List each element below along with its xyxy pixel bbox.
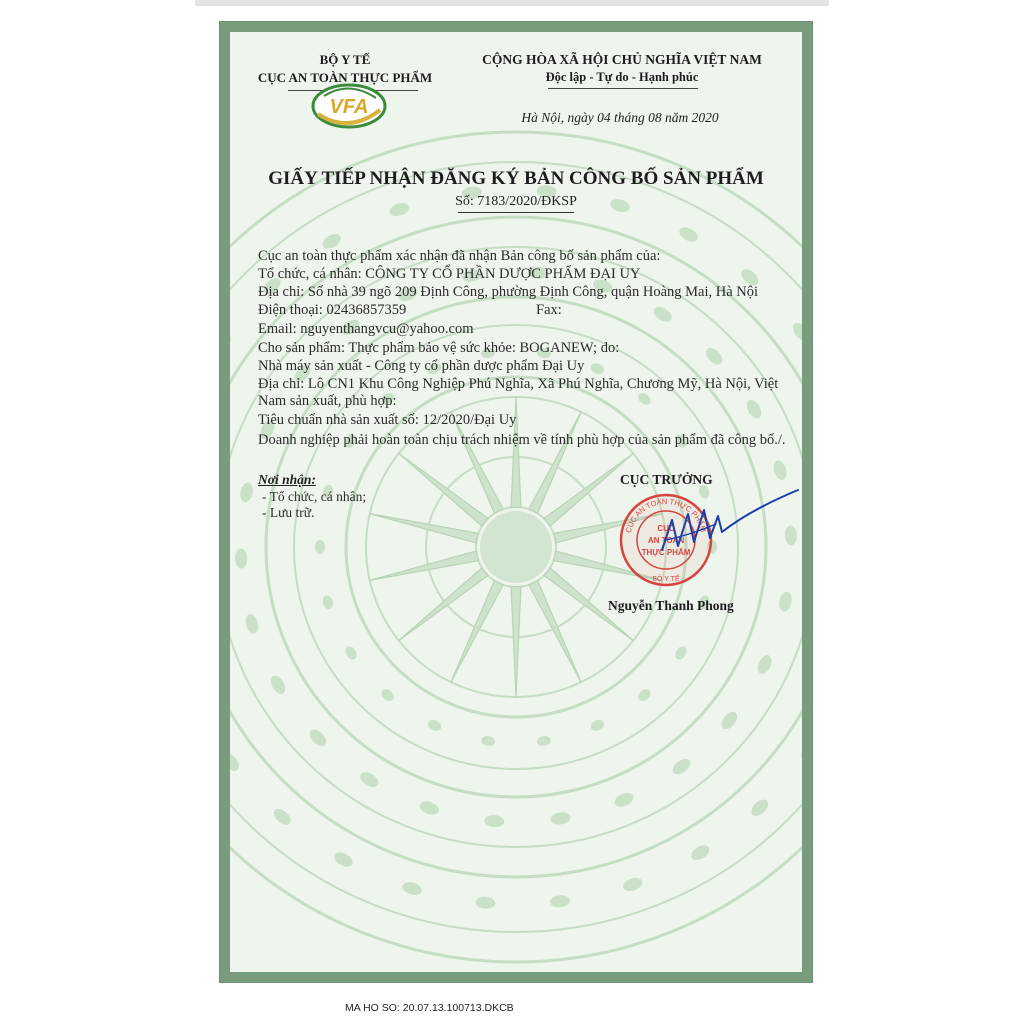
stamp-bottom-text: BỘ Y TẾ bbox=[652, 576, 680, 583]
drum-ring-figure bbox=[358, 769, 381, 790]
drum-ring-figure bbox=[426, 718, 443, 733]
drum-ring-figure bbox=[589, 361, 606, 376]
drum-ring-figure bbox=[484, 814, 505, 828]
drum-ring-figure bbox=[798, 740, 802, 763]
drum-ring-figure bbox=[744, 398, 764, 421]
drum-ring-figure bbox=[636, 391, 653, 408]
drum-ring-figure bbox=[343, 644, 359, 661]
drum-ring-figure bbox=[235, 548, 248, 568]
drum-ring-figure bbox=[230, 331, 234, 354]
phone-line: Điện thoại: 02436857359 bbox=[258, 302, 407, 318]
recipient-item-2: - Lưu trữ. bbox=[262, 505, 315, 520]
stamp-ring-text: CỤC AN TOÀN THỰC PHẨM bbox=[623, 496, 709, 534]
factory-address-line-2: Nam sản xuất, phù hợp: bbox=[258, 393, 397, 409]
drum-ring-figure bbox=[401, 880, 424, 897]
stamp-center-line-1: CỤC bbox=[657, 524, 675, 533]
drum-ring-figure bbox=[755, 653, 774, 676]
motto-underline bbox=[548, 88, 698, 89]
drum-ring-figure bbox=[673, 644, 689, 661]
drum-star-ray bbox=[370, 551, 479, 580]
drum-ring-figure bbox=[332, 849, 355, 869]
drum-ring-figure bbox=[677, 224, 700, 244]
address-line: Địa chỉ: Số nhà 39 ngõ 209 Định Công, phường Định Công, quận Hoàng Mai, Hà Nội bbox=[258, 284, 759, 300]
drum-ring-figure bbox=[271, 806, 294, 828]
drum-ring-figure bbox=[778, 591, 794, 613]
document-number: Số: 7183/2020/ĐKSP bbox=[455, 194, 577, 209]
drum-star-ray bbox=[511, 587, 521, 697]
drum-ring-figure bbox=[480, 735, 495, 747]
intro-line: Cục an toàn thực phẩm xác nhận đã nhận Bản công bố sản phẩm của: bbox=[258, 248, 661, 264]
signer-name: Nguyễn Thanh Phong bbox=[608, 598, 734, 613]
drum-ring-figure bbox=[549, 894, 570, 908]
agency-name: CỤC AN TOÀN THỰC PHẨM bbox=[257, 70, 433, 85]
drum-ring-figure bbox=[379, 687, 396, 704]
recipients-heading: Nơi nhận: bbox=[258, 472, 316, 487]
drum-ring-figure bbox=[243, 613, 260, 636]
number-underline bbox=[458, 212, 574, 213]
place-date: Hà Nội, ngày 04 tháng 08 năm 2020 bbox=[521, 110, 719, 125]
dossier-code: MA HO SO: 20.07.13.100713.DKCB bbox=[345, 1002, 514, 1014]
drum-ring-figure bbox=[321, 594, 335, 610]
drum-ring-figure bbox=[621, 875, 644, 893]
drum-ring-figure bbox=[790, 320, 802, 343]
drum-star-ray bbox=[370, 514, 479, 543]
drum-ring-figure bbox=[268, 673, 288, 696]
stamp-center-line-2: AN TOÀN bbox=[647, 536, 685, 545]
drum-ring-figure bbox=[718, 709, 740, 732]
drum-ring-figure bbox=[475, 896, 496, 910]
recipient-item-1: - Tổ chức, cá nhân; bbox=[262, 489, 367, 504]
drum-ring-figure bbox=[636, 687, 653, 704]
drum-ring-figure bbox=[418, 799, 441, 817]
drum-ring-figure bbox=[651, 304, 674, 325]
drum-ring-figure bbox=[239, 481, 255, 503]
drum-ring-figure bbox=[230, 751, 242, 774]
product-line: Cho sản phẩm: Thực phẩm bảo vệ sức khỏe: BOGANEW; do: bbox=[258, 340, 620, 356]
handwritten-signature bbox=[647, 480, 800, 570]
certificate-paper bbox=[230, 32, 802, 972]
stamp-center-line-3: THỰC PHẨM bbox=[641, 548, 691, 557]
drum-ring-figure bbox=[689, 842, 712, 863]
vfa-logo-text: VFA bbox=[329, 96, 369, 118]
scan-edge bbox=[195, 0, 829, 6]
drum-ring-figure bbox=[307, 726, 330, 749]
drum-ring-figure bbox=[315, 540, 325, 554]
drum-ring-figure bbox=[771, 459, 788, 482]
drum-ring-figure bbox=[536, 735, 551, 747]
certificate-frame bbox=[220, 22, 812, 982]
responsibility-line: Doanh nghiệp phải hoàn toàn chịu trách nhiệm về tính phù hợp của sản phẩm đã công bố./. bbox=[258, 432, 786, 448]
standard-line: Tiêu chuẩn nhà sản xuất số: 12/2020/Đại Uy bbox=[258, 412, 517, 428]
fax-line: Fax: bbox=[536, 302, 562, 318]
organization-line: Tổ chức, cá nhân: CÔNG TY CỔ PHẦN DƯỢC PHẨM ĐẠI UY bbox=[258, 266, 641, 282]
drum-ring-figure bbox=[670, 756, 693, 778]
drum-ring-figure bbox=[748, 796, 771, 818]
drum-ring-figure bbox=[589, 718, 606, 733]
vfa-logo bbox=[310, 82, 388, 130]
drum-ring-figure bbox=[703, 345, 726, 368]
drum-ring-figure bbox=[613, 790, 636, 809]
country-name: CỘNG HÒA XÃ HỘI CHỦ NGHĨA VIỆT NAM bbox=[482, 52, 762, 67]
manufacturer-line: Nhà máy sản xuất - Công ty cổ phần dược phẩm Đại Uy bbox=[258, 358, 585, 374]
factory-address-line-1: Địa chỉ: Lô CN1 Khu Công Nghiệp Phú Nghĩa, Xã Phú Nghĩa, Chương Mỹ, Hà Nội, Việt bbox=[258, 376, 779, 392]
ministry-name: BỘ Y TẾ bbox=[319, 52, 371, 67]
document-title: GIẤY TIẾP NHẬN ĐĂNG KÝ BẢN CÔNG BỐ SẢN PHẨM bbox=[268, 168, 764, 189]
drum-ring-figure bbox=[550, 811, 572, 826]
signer-position: CỤC TRƯỞNG bbox=[620, 472, 713, 487]
email-line: Email: nguyenthangvcu@yahoo.com bbox=[258, 321, 474, 337]
national-motto: Độc lập - Tự do - Hạnh phúc bbox=[545, 70, 699, 84]
